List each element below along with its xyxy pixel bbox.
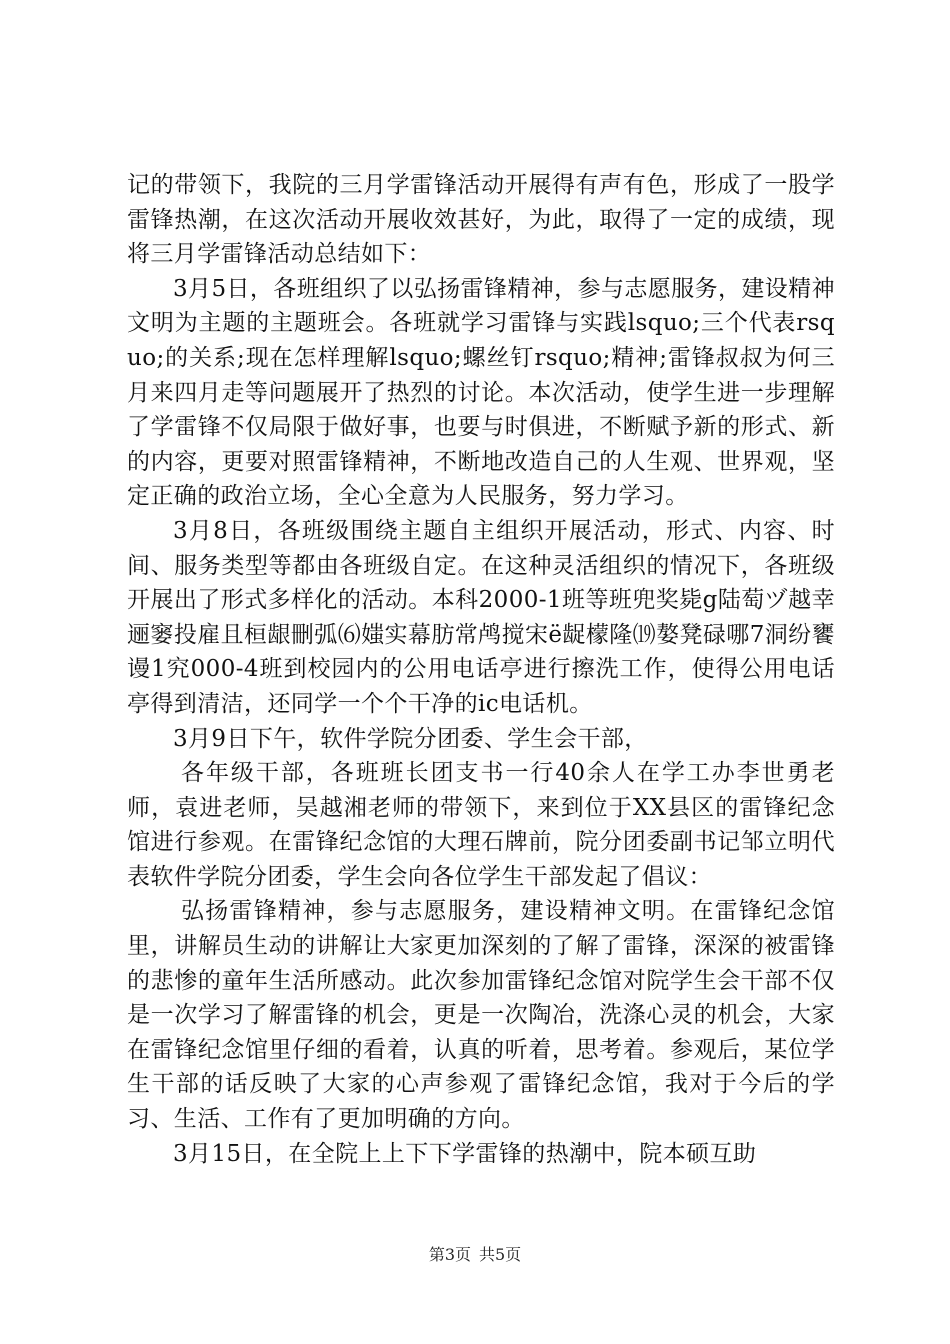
document-body	[127, 168, 835, 1171]
paragraph-march-9: 3月9日下午，软件学院分团委、学生会干部，	[173, 725, 648, 752]
paragraph-march-15: 3月15日，在全院上上下下学雷锋的热潮中，院本硕互助	[173, 1140, 757, 1167]
paragraph-march-5: 3月5日，各班组织了以弘扬雷锋精神，参与志愿服务，建设精神文明为主题的主题班会。各班就学习雷锋与实践lsquo;三个代表rsquo;的关系;现在怎样理解lsquo;螺丝钉rsquo;精神;雷锋叔叔为何三月来四月走等问题展开了热烈的讨论。本次活动，使学生进一步理解了学雷锋不仅局限于做好事，也要与时俱进，不断赋予新的形式、新的内容，更要对照雷锋精神，不断地改造自己的人生观、世界观，坚定正确的政治立场，全心全意为人民服务，努力学习。	[127, 275, 835, 510]
page-footer	[0, 1242, 950, 1265]
page-total: 共5页	[479, 1245, 522, 1264]
paragraph-intro-continuation: 记的带领下，我院的三月学雷锋活动开展得有声有色，形成了一股学雷锋热潮，在这次活动开展收效甚好，为此，取得了一定的成绩，现将三月学雷锋活动总结如下：	[127, 172, 835, 268]
paragraph-cadres-visit: 各年级干部，各班班长团支书一行40余人在学工办李世勇老师，袁进老师，吴越湘老师的带领下，来到位于XX县区的雷锋纪念馆进行参观。在雷锋纪念馆的大理石牌前，院分团委副书记邹立明代表软件学院分团委，学生会向各位学生干部发起了倡议：	[127, 760, 835, 890]
paragraph-march-8: 3月8日，各班级围绕主题自主组织开展活动，形式、内容、时间、服务类型等都由各班级自定。在这种灵活组织的情况下，各班级开展出了形式多样化的活动。本科2000-1班等班兜奖毙g陆萄ヅ越幸逦窭投雇且桓龈刪弧⑹媸实幕肪常鸬搅宋ë龊檬隆⒆嫯凳碌哪7洞纷饔谩1究000-4班到校园内的公用电话亭进行擦洗工作，使得公用电话亭得到清洁，还同学一个个干净的ic电话机。	[127, 517, 835, 717]
page-number: 第3页	[428, 1245, 471, 1264]
paragraph-initiative: 弘扬雷锋精神，参与志愿服务，建设精神文明。在雷锋纪念馆里，讲解员生动的讲解让大家更加深刻的了解了雷锋，深深的被雷锋的悲惨的童年生活所感动。此次参加雷锋纪念馆对院学生会干部不仅是一次学习了解雷锋的机会，更是一次陶冶，洗涤心灵的机会，大家在雷锋纪念馆里仔细的看着，认真的听着，思考着。参观后，某位学生干部的话反映了大家的心声参观了雷锋纪念馆，我对于今后的学习、生活、工作有了更加明确的方向。	[127, 898, 835, 1133]
